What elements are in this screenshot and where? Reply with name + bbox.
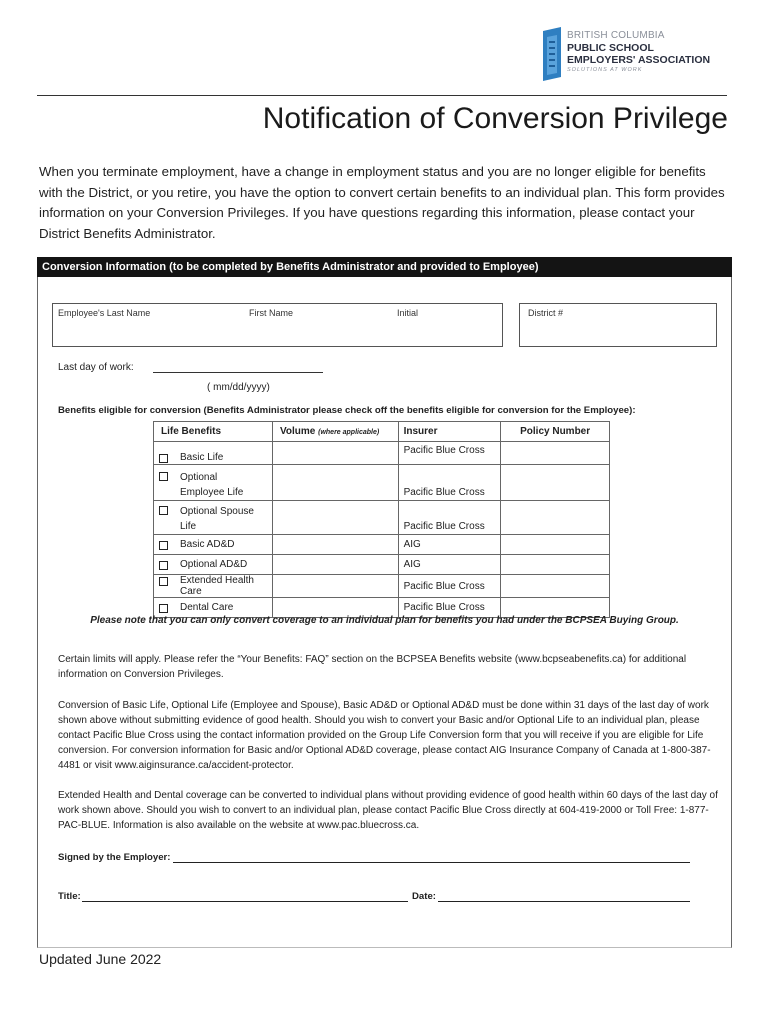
- table-row: Optional Spouse Life Pacific Blue Cross: [154, 501, 610, 535]
- policy-cell[interactable]: [501, 535, 610, 555]
- signature-line[interactable]: [173, 862, 690, 863]
- intro-paragraph: When you terminate employment, have a change in employment status and you are no longer eligible for benefits with the District, or you retire, you have the option to convert certain benefits to an individual plan. This form provides information on your Conversion Privileges. If you have questions regarding this information, please contact your District Benefits Administrator.: [39, 164, 725, 241]
- initial-label: Initial: [397, 308, 419, 318]
- last-day-label: Last day of work:: [58, 362, 134, 373]
- volume-cell[interactable]: [272, 555, 398, 575]
- policy-cell[interactable]: [501, 442, 610, 465]
- last-day-input-line[interactable]: [153, 372, 323, 373]
- signed-by-label: Signed by the Employer:: [58, 852, 171, 863]
- policy-cell[interactable]: [501, 501, 610, 535]
- policy-cell[interactable]: [501, 555, 610, 575]
- volume-cell[interactable]: [272, 442, 398, 465]
- title-label: Title:: [58, 891, 81, 902]
- date-input-line[interactable]: [438, 901, 690, 902]
- volume-cell[interactable]: [272, 535, 398, 555]
- table-row: Basic Life Pacific Blue Cross: [154, 442, 610, 465]
- extended-health-checkbox[interactable]: [159, 577, 168, 586]
- page-title: Notification of Conversion Privilege: [262, 102, 728, 135]
- table-row: Basic AD&D AIG: [154, 535, 610, 555]
- first-name-label: First Name: [249, 308, 294, 318]
- date-label: Date:: [412, 891, 436, 902]
- dental-care-checkbox[interactable]: [159, 604, 168, 613]
- bcpsea-logo: [541, 27, 741, 81]
- table-header-row: [154, 422, 610, 442]
- optional-spouse-life-checkbox[interactable]: [159, 506, 168, 515]
- basic-add-checkbox[interactable]: [159, 541, 168, 550]
- col-policy-number: Policy Number: [501, 422, 610, 442]
- optional-add-checkbox[interactable]: [159, 561, 168, 570]
- volume-cell[interactable]: [272, 465, 398, 501]
- table-row: Extended Health Care Pacific Blue Cross: [154, 575, 610, 598]
- benefits-heading: Benefits eligible for conversion (Benefits Administrator please check off the benefits eligible for conversion for the Employee):: [58, 405, 636, 416]
- logo-line-1: BRITISH COLUMBIA: [567, 30, 665, 41]
- benefits-table: [153, 421, 610, 618]
- title-input-line[interactable]: [82, 901, 408, 902]
- col-insurer: Insurer: [398, 422, 501, 442]
- volume-cell[interactable]: [272, 501, 398, 535]
- logo-line-3: EMPLOYERS' ASSOCIATION: [567, 54, 711, 66]
- policy-cell[interactable]: [501, 575, 610, 598]
- logo-tagline: SOLUTIONS AT WORK: [567, 67, 643, 73]
- top-divider: [37, 95, 727, 96]
- logo-mark-icon: [541, 27, 565, 81]
- last-name-label: Employee's Last Name: [58, 308, 151, 318]
- col-life-benefits: Life Benefits: [154, 422, 273, 442]
- logo-line-2: PUBLIC SCHOOL: [567, 42, 654, 54]
- col-volume: Volume (where applicable): [272, 422, 398, 442]
- table-row: Optional Employee Life Pacific Blue Cross: [154, 465, 610, 501]
- volume-cell[interactable]: [272, 575, 398, 598]
- optional-employee-life-checkbox[interactable]: [159, 472, 168, 481]
- updated-footer: Updated June 2022: [39, 951, 162, 967]
- limits-paragraph: Certain limits will apply. Please refer the “Your Benefits: FAQ” section on the BCPSEA Benefits website (www.bcpseabenefits.ca) for additional information on Conversion Privileges.: [58, 654, 687, 680]
- district-label: District #: [528, 308, 564, 318]
- life-conversion-paragraph: Conversion of Basic Life, Optional Life (Employee and Spouse), Basic AD&D or Optional AD&D must be done within 31 days of the last day of work shown above without submitting evidence of good health. Should you wish to convert your Basic and/or Optional Life to an individual plan, please contact Pacific Blue Cross using the contact information provided on the Group Life Conversion form that you will receive if you are eligible for Life conversion. For conversion information for Basic and/or Optional AD&D coverage, please contact AIG Insurance Company of Canada at 1-800-387-4481 or visit www.aiginsurance.ca/accident-protector.: [58, 700, 711, 771]
- basic-life-checkbox[interactable]: [159, 454, 168, 463]
- buying-group-note: Please note that you can only convert coverage to an individual plan for benefits you had under the BCPSEA Buying Group.: [90, 615, 679, 626]
- table-row: Optional AD&D AIG: [154, 555, 610, 575]
- policy-cell[interactable]: [501, 465, 610, 501]
- table-row: Dental Care Pacific Blue Cross: [154, 598, 610, 618]
- district-field[interactable]: [519, 303, 717, 347]
- date-format-hint: ( mm/dd/yyyy): [207, 382, 270, 393]
- section-header: Conversion Information (to be completed by Benefits Administrator and provided to Employee): [37, 257, 732, 277]
- health-dental-paragraph: Extended Health and Dental coverage can be converted to individual plans without providing evidence of good health within 60 days of the last day of work shown above. Should you wish to convert to an individual plan, please contact Pacific Blue Cross directly at 604-419-2000 or Toll Free: 1-877-PAC-BLUE. Information is also available on the website at www.pac.bluecross.ca.: [58, 790, 718, 831]
- volume-note: (where applicable): [318, 429, 380, 436]
- employee-name-field[interactable]: [52, 303, 503, 347]
